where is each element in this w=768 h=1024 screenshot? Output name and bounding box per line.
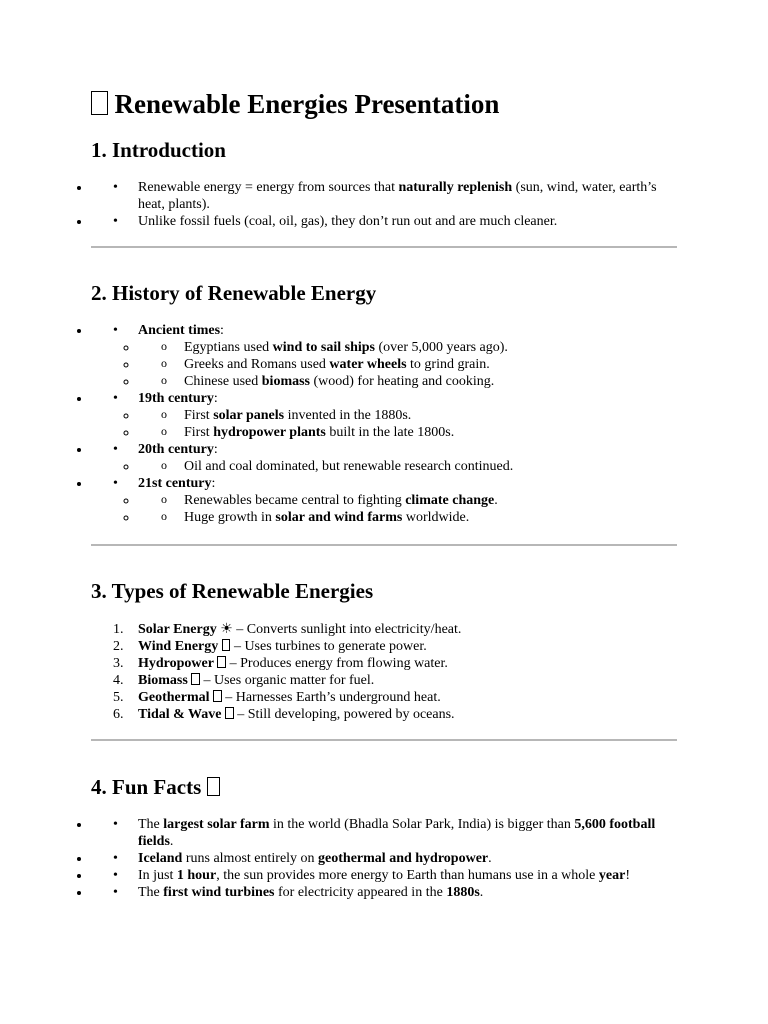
section-divider: [91, 544, 677, 546]
sun-icon: ☀: [220, 622, 233, 637]
title-text: Renewable Energies Presentation: [114, 89, 500, 119]
list-item: 4. Biomass – Uses organic matter for fuel.: [113, 673, 375, 688]
list-item: 1. Solar Energy ☀ – Converts sunlight into electricity/heat.: [113, 622, 462, 637]
missing-glyph-icon: [217, 656, 226, 669]
list-item: • • Renewable energy = energy from sources that naturally replenish (sun, wind, water, earth’s heat, plants).: [91, 179, 677, 213]
section-divider: [91, 246, 677, 248]
history-list: [91, 322, 677, 526]
list-item: 2. Wind Energy – Uses turbines to generate power.: [113, 639, 427, 654]
section-heading-introduction: 1. Introduction: [91, 138, 226, 162]
missing-glyph-icon: [191, 673, 200, 686]
list-item-era: • • 20th century: o ◦ Oil and coal dominated, but renewable research continued.: [91, 441, 677, 475]
section-heading-types: 3. Types of Renewable Energies: [91, 579, 374, 603]
list-item-era: • • Ancient times: o ◦ Egyptians used wind to sail ships (over 5,000 years ago). o ◦ Greeks and Romans used water wheels to grind grain. o ◦ Chinese used biomass (wood) for heating and cooking.: [91, 322, 677, 390]
sub-list: [138, 458, 677, 475]
section-divider: [91, 739, 677, 741]
introduction-list: [91, 179, 677, 230]
list-item: • • Unlike fossil fuels (coal, oil, gas), they don’t run out and are much cleaner.: [91, 213, 677, 230]
list-item-era: • • 19th century: o ◦ First solar panels invented in the 1880s. o ◦ First hydropower plants built in the late 1800s.: [91, 390, 677, 441]
page-title: [91, 88, 677, 120]
fun-facts-list: [91, 816, 677, 901]
list-item: • • In just 1 hour, the sun provides more energy to Earth than humans use in a whole year!: [91, 867, 677, 884]
sub-list-item: o ◦ First solar panels invented in the 1880s.: [138, 407, 677, 424]
sub-list-item: o ◦ Egyptians used wind to sail ships (over 5,000 years ago).: [138, 339, 677, 356]
list-item-era: • • 21st century: o ◦ Renewables became central to fighting climate change. o ◦ Huge growth in solar and wind farms worldwide.: [91, 475, 677, 526]
section-heading-fun-facts: 4. Fun Facts: [91, 774, 677, 800]
sub-list: [138, 492, 677, 526]
list-item: • • Iceland runs almost entirely on geothermal and hydropower.: [91, 850, 677, 867]
sub-list-item: o ◦ Oil and coal dominated, but renewable research continued.: [138, 458, 677, 475]
list-item: • • The first wind turbines for electricity appeared in the 1880s.: [91, 884, 677, 901]
list-item: 3. Hydropower – Produces energy from flowing water.: [113, 656, 448, 671]
missing-glyph-icon: [91, 91, 108, 115]
section-heading-history: 2. History of Renewable Energy: [91, 281, 377, 305]
sub-list-item: o ◦ Huge growth in solar and wind farms worldwide.: [138, 509, 677, 526]
list-item: • • The largest solar farm in the world (Bhadla Solar Park, India) is bigger than 5,600 football fields.: [91, 816, 677, 850]
sub-list: [138, 339, 677, 390]
missing-glyph-icon: [207, 777, 220, 796]
sub-list-item: o ◦ Greeks and Romans used water wheels to grind grain.: [138, 356, 677, 373]
sub-list-item: o ◦ First hydropower plants built in the late 1800s.: [138, 424, 677, 441]
sub-list: [138, 407, 677, 441]
list-item: 6. Tidal & Wave – Still developing, powered by oceans.: [113, 707, 455, 722]
missing-glyph-icon: [213, 690, 222, 703]
sub-list-item: o ◦ Chinese used biomass (wood) for heating and cooking.: [138, 373, 677, 390]
types-list: [91, 621, 677, 723]
list-item: 5. Geothermal – Harnesses Earth’s underground heat.: [113, 690, 441, 705]
missing-glyph-icon: [225, 707, 234, 720]
sub-list-item: o ◦ Renewables became central to fighting climate change.: [138, 492, 677, 509]
